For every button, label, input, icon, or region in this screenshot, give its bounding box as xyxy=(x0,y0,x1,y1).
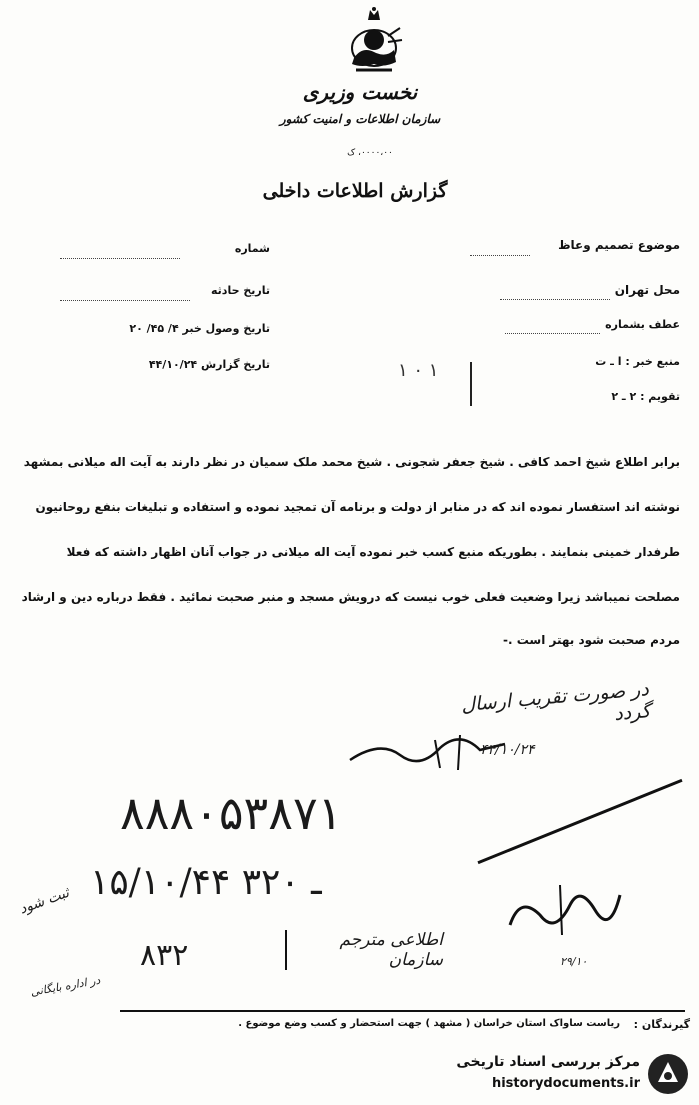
evaluation-value: ۲ ـ ۲ xyxy=(611,390,637,403)
vertical-rule xyxy=(470,362,472,406)
incident-date-dots xyxy=(60,300,190,301)
recipients-text: ریاست ساواک استان خراسان ( مشهد ) جهت استحضار و کسب وضع موضوع . xyxy=(238,1018,620,1029)
stamp-mark: ۱ ۰ ۱ xyxy=(398,360,439,381)
source-label: منبع خبر xyxy=(633,355,680,368)
archive-logo xyxy=(410,1050,690,1100)
small-number: ۸۳۲ xyxy=(140,938,189,973)
source-field: منبع خبر : ا ـ ت xyxy=(595,355,680,368)
subject-label: موضوع تصمیم وعاظ xyxy=(558,238,680,252)
subject-dots xyxy=(470,255,530,256)
place-dots xyxy=(500,299,610,300)
body-line-2: نوشته اند استفسار نموده اند که در منابر از دولت و برنامه آن تمجید نموده و استفاده و تبلیغات بنفع روحانیون xyxy=(35,500,680,514)
handwritten-note: در صورت تقریب ارسال گردد xyxy=(460,678,652,726)
body-line-1: برابر اطلاع شیخ احمد کافی . شیخ جعفر شجونی . شیخ محمد ملک سمیان در نظر دارند به آیت اله میلانی بمشهد xyxy=(23,455,680,469)
archive-logo-icon xyxy=(646,1052,690,1096)
subject-field xyxy=(470,238,680,252)
diagonal-stroke xyxy=(477,779,682,864)
evaluation-label: تقویم xyxy=(648,390,680,403)
follow-label: عطف بشماره xyxy=(605,318,680,331)
big-number: ۸۸۸۰۵۳۸۷۱ xyxy=(120,786,343,840)
boxed-note: اطلاعی مترجم سازمان xyxy=(285,930,443,970)
handwritten-date: ۴۴/۱۰/۲۴ xyxy=(480,742,535,758)
archive-logo-url: historydocuments.ir xyxy=(491,1076,640,1091)
receipt-date-field xyxy=(60,322,270,335)
evaluation-field: تقویم : ۲ ـ ۲ xyxy=(611,390,680,403)
org-title: نخست وزیری xyxy=(302,80,418,104)
reference-code: ۰۰۰۰،۰۰، ک xyxy=(347,148,393,158)
place-label: محل xyxy=(653,283,680,297)
body-line-3: طرفدار خمینی بنمایند . بطوریکه منبع کسب خبر نموده آیت اله میلانی در جواب آنان اظهار داشته که فعلا xyxy=(66,545,680,559)
body-line-5: مردم صحبت شود بهتر است .- xyxy=(502,633,680,647)
bottom-left-note: در اداره بایگانی xyxy=(29,973,102,999)
report-date-field xyxy=(40,358,270,371)
separator-line xyxy=(120,1010,685,1012)
lion-sun-emblem-icon xyxy=(344,6,404,78)
receipt-date-value: ۴/ ۴۵/ ۲۰ xyxy=(129,322,179,335)
follow-field xyxy=(600,318,680,331)
report-date-value: ۴۴/۱۰/۲۴ xyxy=(148,358,198,371)
number-field xyxy=(190,242,270,255)
archive-logo-text: مرکز بررسی اسناد تاریخی xyxy=(456,1054,640,1070)
number-label: شماره xyxy=(234,242,270,255)
number-row: ۱۵/۱۰/۴۴ ـ ۳۲۰ xyxy=(90,862,322,903)
right-sign-date: ۲۹/۱۰ xyxy=(560,955,588,968)
place-value: تهران xyxy=(614,283,650,297)
left-note: ثبت شود xyxy=(17,884,72,918)
place-field xyxy=(500,283,680,297)
body-line-4: مصلحت نمیباشد زیرا وضعیت فعلی خوب نیست که درویش مسجد و منبر صحبت نمائید . فقط درباره دین و ارشاد xyxy=(21,590,680,604)
right-signature-icon xyxy=(500,865,630,955)
recipients-label: گیرندگان : xyxy=(633,1018,690,1031)
incident-date-field xyxy=(190,284,270,297)
incident-date-label: تاریخ حادثه xyxy=(211,284,270,297)
org-subtitle: سازمان اطلاعات و امنیت کشور xyxy=(279,112,441,126)
document-title: گزارش اطلاعات داخلی xyxy=(262,180,448,202)
source-value: ا ـ ت xyxy=(595,355,622,368)
number-dots xyxy=(60,258,180,259)
report-date-label: تاریخ گزارش xyxy=(200,358,270,371)
receipt-date-label: تاریخ وصول خبر xyxy=(182,322,270,335)
follow-dots xyxy=(505,333,600,334)
